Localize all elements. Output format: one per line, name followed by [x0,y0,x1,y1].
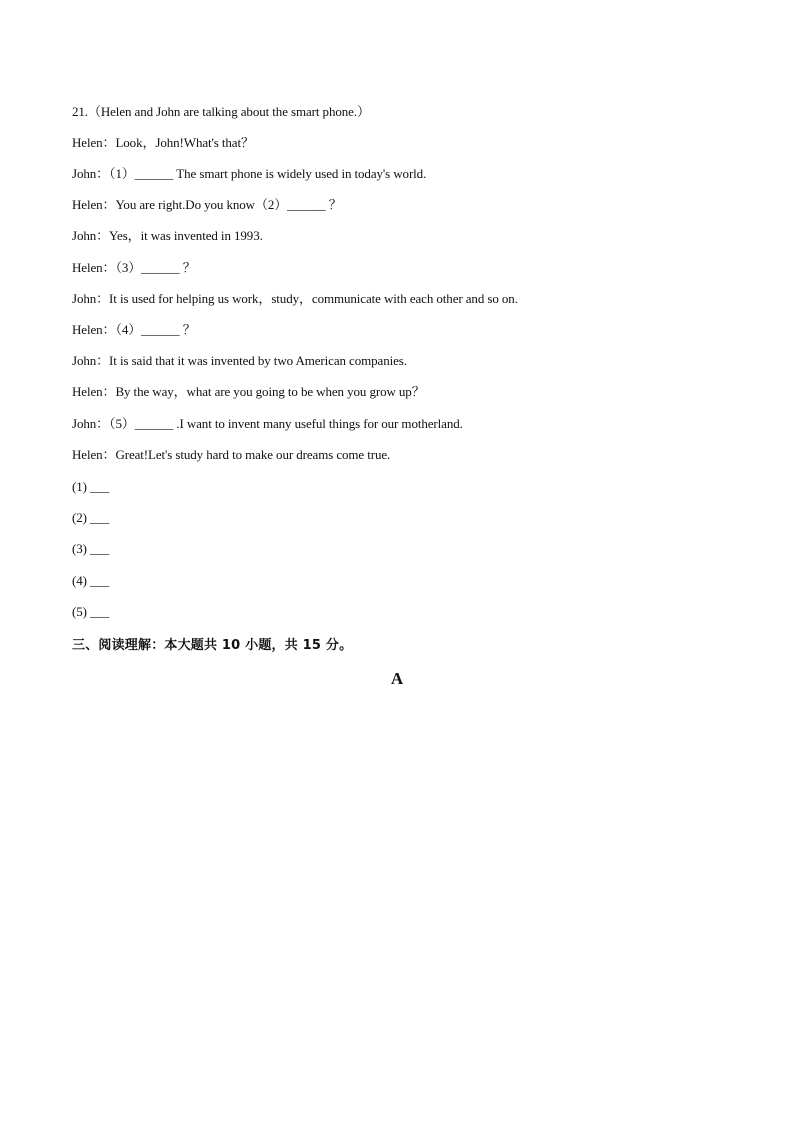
passage-label: A [390,669,404,688]
answer-blank-1: (1) ___ [72,479,110,494]
answer-blank-5: (5) ___ [72,604,110,619]
dialogue-line-8: John：It is said that it was invented by two American companies. [72,353,407,368]
answer-blank-3: (3) ___ [72,541,110,556]
dialogue-line-7: Helen：（4）______ ？ [72,322,196,337]
answer-blank-2: (2) ___ [72,510,110,525]
question-header: 21.（Helen and John are talking about the smart phone.） [72,104,370,119]
dialogue-line-3: Helen：You are right.Do you know（2）______ ？ [72,197,342,212]
dialogue-line-6: John：It is used for helping us work，study，communicate with each other and so on. [72,291,518,306]
section-heading: 三、阅读理解：本大题共 10 小题，共 15 分。 [72,638,353,653]
dialogue-line-1: Helen：Look，John!What's that？ [72,135,254,150]
dialogue-line-2: John：（1）______ The smart phone is widely used in today's world. [72,166,427,181]
dialogue-line-5: Helen：（3）______ ？ [72,260,196,275]
answer-blank-4: (4) ___ [72,573,110,588]
dialogue-line-10: John：（5）______ .I want to invent many useful things for our motherland. [72,416,463,431]
dialogue-line-4: John：Yes，it was invented in 1993. [72,228,263,243]
dialogue-line-11: Helen：Great!Let's study hard to make our dreams come true. [72,447,391,462]
dialogue-line-9: Helen：By the way，what are you going to be when you grow up？ [72,384,425,399]
